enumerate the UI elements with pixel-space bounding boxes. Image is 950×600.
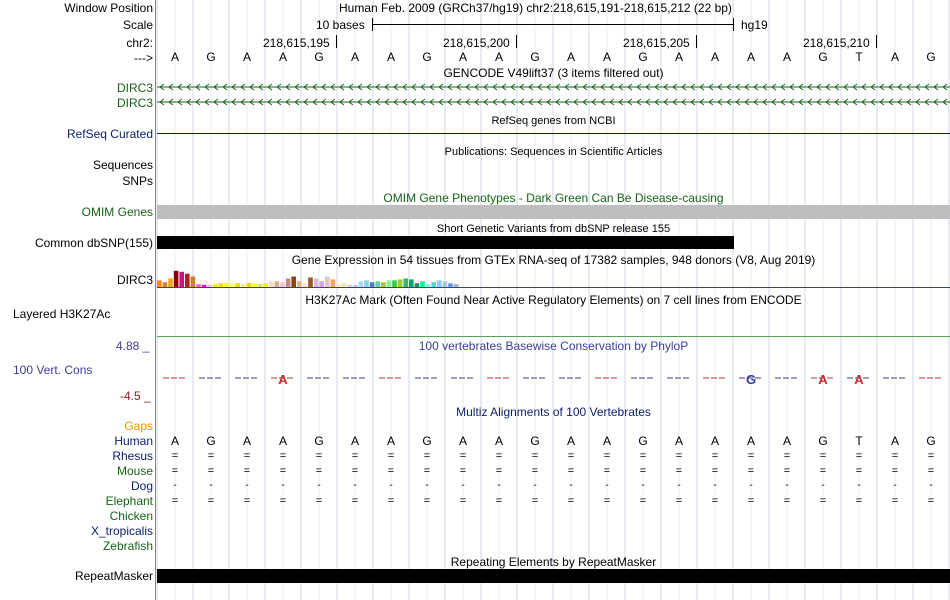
multiz-base: = <box>423 450 431 462</box>
multiz-base: = <box>927 450 935 462</box>
multiz-base: = <box>459 465 467 477</box>
sequence-base: G <box>530 50 540 64</box>
multiz-base: - <box>497 480 501 491</box>
multiz-base: = <box>495 450 503 462</box>
position-label: 218,615,200 <box>443 36 510 50</box>
sequence-base: A <box>386 50 395 64</box>
repeatmasker-track-label[interactable]: RepeatMasker <box>74 569 153 583</box>
conservation-logo-letter: G <box>745 372 757 387</box>
multiz-base: - <box>461 480 465 491</box>
sequence-base: G <box>926 50 936 64</box>
position-label: 218,615,210 <box>803 36 870 50</box>
multiz-base: = <box>819 450 827 462</box>
gencode-item-label[interactable]: DIRC3 <box>116 96 153 110</box>
multiz-base: = <box>891 450 899 462</box>
sequence-base: A <box>674 50 683 64</box>
multiz-base: = <box>711 465 719 477</box>
multiz-base: = <box>891 465 899 477</box>
repeatmasker-track-title[interactable]: Repeating Elements by RepeatMasker <box>450 555 657 569</box>
multiz-species-label[interactable]: Mouse <box>116 464 153 478</box>
multiz-base: - <box>821 480 825 491</box>
multiz-base: - <box>713 480 717 491</box>
multiz-base: = <box>243 495 251 507</box>
conservation-max-label: 4.88 _ <box>116 339 150 353</box>
multiz-base: = <box>531 450 539 462</box>
refseq-track-title[interactable]: RefSeq genes from NCBI <box>491 115 616 127</box>
multiz-base: - <box>857 480 861 491</box>
omim-track-title[interactable]: OMIM Gene Phenotypes - Dark Green Can Be Disease-causing <box>383 191 724 205</box>
multiz-base: = <box>783 465 791 477</box>
conservation-logo-letter: A <box>278 372 288 387</box>
multiz-base: - <box>173 480 177 491</box>
multiz-base: = <box>387 465 395 477</box>
multiz-base: A <box>566 434 575 448</box>
multiz-base: = <box>387 450 395 462</box>
multiz-base: = <box>315 465 323 477</box>
omim-track-label[interactable]: OMIM Genes <box>81 205 153 219</box>
multiz-base: = <box>927 465 935 477</box>
multiz-base: G <box>530 434 540 448</box>
gaps-label: Gaps <box>124 419 153 433</box>
conservation-track-label[interactable]: 100 Vert. Cons <box>13 363 93 377</box>
scale-label: Scale <box>122 18 153 32</box>
multiz-base: - <box>281 480 285 491</box>
multiz-species-label[interactable]: Human <box>114 434 153 448</box>
multiz-base: - <box>353 480 357 491</box>
conservation-logo-letter: A <box>818 372 828 387</box>
multiz-base: G <box>818 434 828 448</box>
multiz-base: - <box>749 480 753 491</box>
multiz-base: = <box>387 495 395 507</box>
sequence-base: A <box>350 50 359 64</box>
multiz-species-label[interactable]: X_tropicalis <box>90 524 153 538</box>
multiz-base: G <box>422 434 432 448</box>
multiz-base: = <box>423 465 431 477</box>
scale-text: 10 bases <box>316 18 365 32</box>
sequence-base: A <box>278 50 287 64</box>
multiz-base: = <box>171 450 179 462</box>
multiz-base: = <box>639 495 647 507</box>
multiz-base: = <box>603 495 611 507</box>
multiz-base: = <box>315 495 323 507</box>
multiz-base: = <box>783 495 791 507</box>
strand-arrow-label: ---> <box>134 51 153 65</box>
multiz-base: = <box>855 495 863 507</box>
multiz-base: = <box>855 450 863 462</box>
multiz-base: - <box>677 480 681 491</box>
conservation-logo-letter: A <box>854 372 864 387</box>
multiz-base: = <box>567 450 575 462</box>
snps-label: SNPs <box>122 174 153 188</box>
sequence-base: A <box>890 50 899 64</box>
sequence-base: A <box>782 50 791 64</box>
sequence-base: G <box>638 50 648 64</box>
multiz-base: = <box>819 495 827 507</box>
multiz-base: = <box>567 495 575 507</box>
multiz-base: = <box>351 465 359 477</box>
multiz-base: T <box>855 434 863 448</box>
window-position-label: Window Position <box>64 1 153 15</box>
multiz-base: = <box>423 495 431 507</box>
multiz-base: = <box>783 450 791 462</box>
multiz-base: = <box>531 495 539 507</box>
multiz-base: = <box>675 450 683 462</box>
multiz-base: A <box>674 434 683 448</box>
multiz-base: G <box>926 434 936 448</box>
multiz-species-label[interactable]: Elephant <box>105 494 153 508</box>
multiz-base: = <box>495 495 503 507</box>
multiz-base: - <box>245 480 249 491</box>
multiz-track-title[interactable]: Multiz Alignments of 100 Vertebrates <box>456 405 651 419</box>
multiz-base: = <box>351 450 359 462</box>
multiz-base: = <box>603 450 611 462</box>
multiz-base: A <box>386 434 395 448</box>
multiz-base: = <box>207 495 215 507</box>
publications-track-label[interactable]: Sequences <box>92 158 153 172</box>
multiz-base: = <box>351 495 359 507</box>
multiz-base: A <box>458 434 467 448</box>
sequence-base: A <box>170 50 179 64</box>
multiz-base: = <box>171 465 179 477</box>
position-label: 218,615,205 <box>623 36 690 50</box>
multiz-base: G <box>314 434 324 448</box>
multiz-base: G <box>206 434 216 448</box>
multiz-base: = <box>747 450 755 462</box>
multiz-base: = <box>243 465 251 477</box>
multiz-base: = <box>495 465 503 477</box>
multiz-base: = <box>639 465 647 477</box>
multiz-base: - <box>317 480 321 491</box>
multiz-base: = <box>207 465 215 477</box>
sequence-base: A <box>458 50 467 64</box>
publications-track-title[interactable]: Publications: Sequences in Scientific Articles <box>444 146 663 158</box>
multiz-base: - <box>641 480 645 491</box>
position-label: 218,615,195 <box>263 36 330 50</box>
multiz-base: = <box>819 465 827 477</box>
multiz-base: = <box>243 450 251 462</box>
multiz-base: - <box>929 480 933 491</box>
gtex-track-title[interactable]: Gene Expression in 54 tissues from GTEx RNA-seq of 17382 samples, 948 donors (V8, Aug 2019) <box>291 253 816 267</box>
multiz-base: = <box>891 495 899 507</box>
sequence-base: G <box>818 50 828 64</box>
multiz-base: A <box>350 434 359 448</box>
sequence-base: A <box>710 50 719 64</box>
conservation-track-title[interactable]: 100 vertebrates Basewise Conservation by PhyloP <box>418 339 689 353</box>
sequence-base: A <box>566 50 575 64</box>
refseq-track-label[interactable]: RefSeq Curated <box>66 127 153 141</box>
multiz-base: A <box>242 434 251 448</box>
sequence-base: A <box>602 50 611 64</box>
multiz-base: = <box>639 450 647 462</box>
multiz-base: - <box>785 480 789 491</box>
multiz-base: = <box>279 495 287 507</box>
multiz-base: A <box>710 434 719 448</box>
multiz-base: = <box>711 495 719 507</box>
h3k27ac-track-label[interactable]: Layered H3K27Ac <box>13 307 111 321</box>
multiz-base: = <box>279 450 287 462</box>
multiz-base: = <box>675 495 683 507</box>
multiz-base: G <box>638 434 648 448</box>
multiz-base: A <box>170 434 179 448</box>
multiz-base: = <box>855 465 863 477</box>
window-position-text: Human Feb. 2009 (GRCh37/hg19) chr2:218,615,191-218,615,212 (22 bp) <box>339 1 732 15</box>
sequence-base: G <box>314 50 324 64</box>
multiz-base: A <box>278 434 287 448</box>
multiz-base: = <box>747 495 755 507</box>
multiz-base: = <box>279 465 287 477</box>
scale-assembly: hg19 <box>741 18 768 32</box>
multiz-base: = <box>459 495 467 507</box>
sequence-base: T <box>855 50 863 64</box>
multiz-base: - <box>209 480 213 491</box>
conservation-min-label: -4.5 _ <box>120 389 151 403</box>
sequence-base: A <box>494 50 503 64</box>
multiz-base: = <box>459 450 467 462</box>
sequence-base: A <box>746 50 755 64</box>
multiz-base: - <box>893 480 897 491</box>
multiz-species-label[interactable]: Zebrafish <box>102 539 153 553</box>
multiz-base: = <box>171 495 179 507</box>
multiz-base: A <box>782 434 791 448</box>
multiz-base: = <box>675 465 683 477</box>
multiz-base: - <box>425 480 429 491</box>
sequence-base: G <box>422 50 432 64</box>
repeatmasker-feature-bar[interactable] <box>157 569 950 583</box>
h3k27ac-track-title[interactable]: H3K27Ac Mark (Often Found Near Active Regulatory Elements) on 7 cell lines from ENCODE <box>305 293 802 307</box>
multiz-base: = <box>567 465 575 477</box>
multiz-species-label[interactable]: Chicken <box>109 509 153 523</box>
multiz-base: = <box>747 465 755 477</box>
gencode-track-title[interactable]: GENCODE V49lift37 (3 items filtered out) <box>443 66 664 80</box>
sequence-base: G <box>206 50 216 64</box>
multiz-base: = <box>927 495 935 507</box>
multiz-base: = <box>603 465 611 477</box>
multiz-base: - <box>605 480 609 491</box>
multiz-base: = <box>531 465 539 477</box>
multiz-base: = <box>711 450 719 462</box>
gtex-gene-label[interactable]: DIRC3 <box>116 273 153 287</box>
multiz-species-label[interactable]: Dog <box>130 479 153 493</box>
multiz-base: A <box>890 434 899 448</box>
multiz-base: - <box>569 480 573 491</box>
gencode-item-label[interactable]: DIRC3 <box>116 81 153 95</box>
multiz-base: = <box>315 450 323 462</box>
dbsnp-track-title[interactable]: Short Genetic Variants from dbSNP release 155 <box>436 223 671 235</box>
multiz-base: - <box>533 480 537 491</box>
multiz-base: A <box>494 434 503 448</box>
multiz-base: A <box>746 434 755 448</box>
multiz-base: - <box>389 480 393 491</box>
chr-label: chr2: <box>126 36 153 50</box>
multiz-base: = <box>207 450 215 462</box>
multiz-species-label[interactable]: Rhesus <box>112 449 153 463</box>
multiz-base: A <box>602 434 611 448</box>
sequence-base: A <box>242 50 251 64</box>
dbsnp-track-label[interactable]: Common dbSNP(155) <box>34 236 153 250</box>
